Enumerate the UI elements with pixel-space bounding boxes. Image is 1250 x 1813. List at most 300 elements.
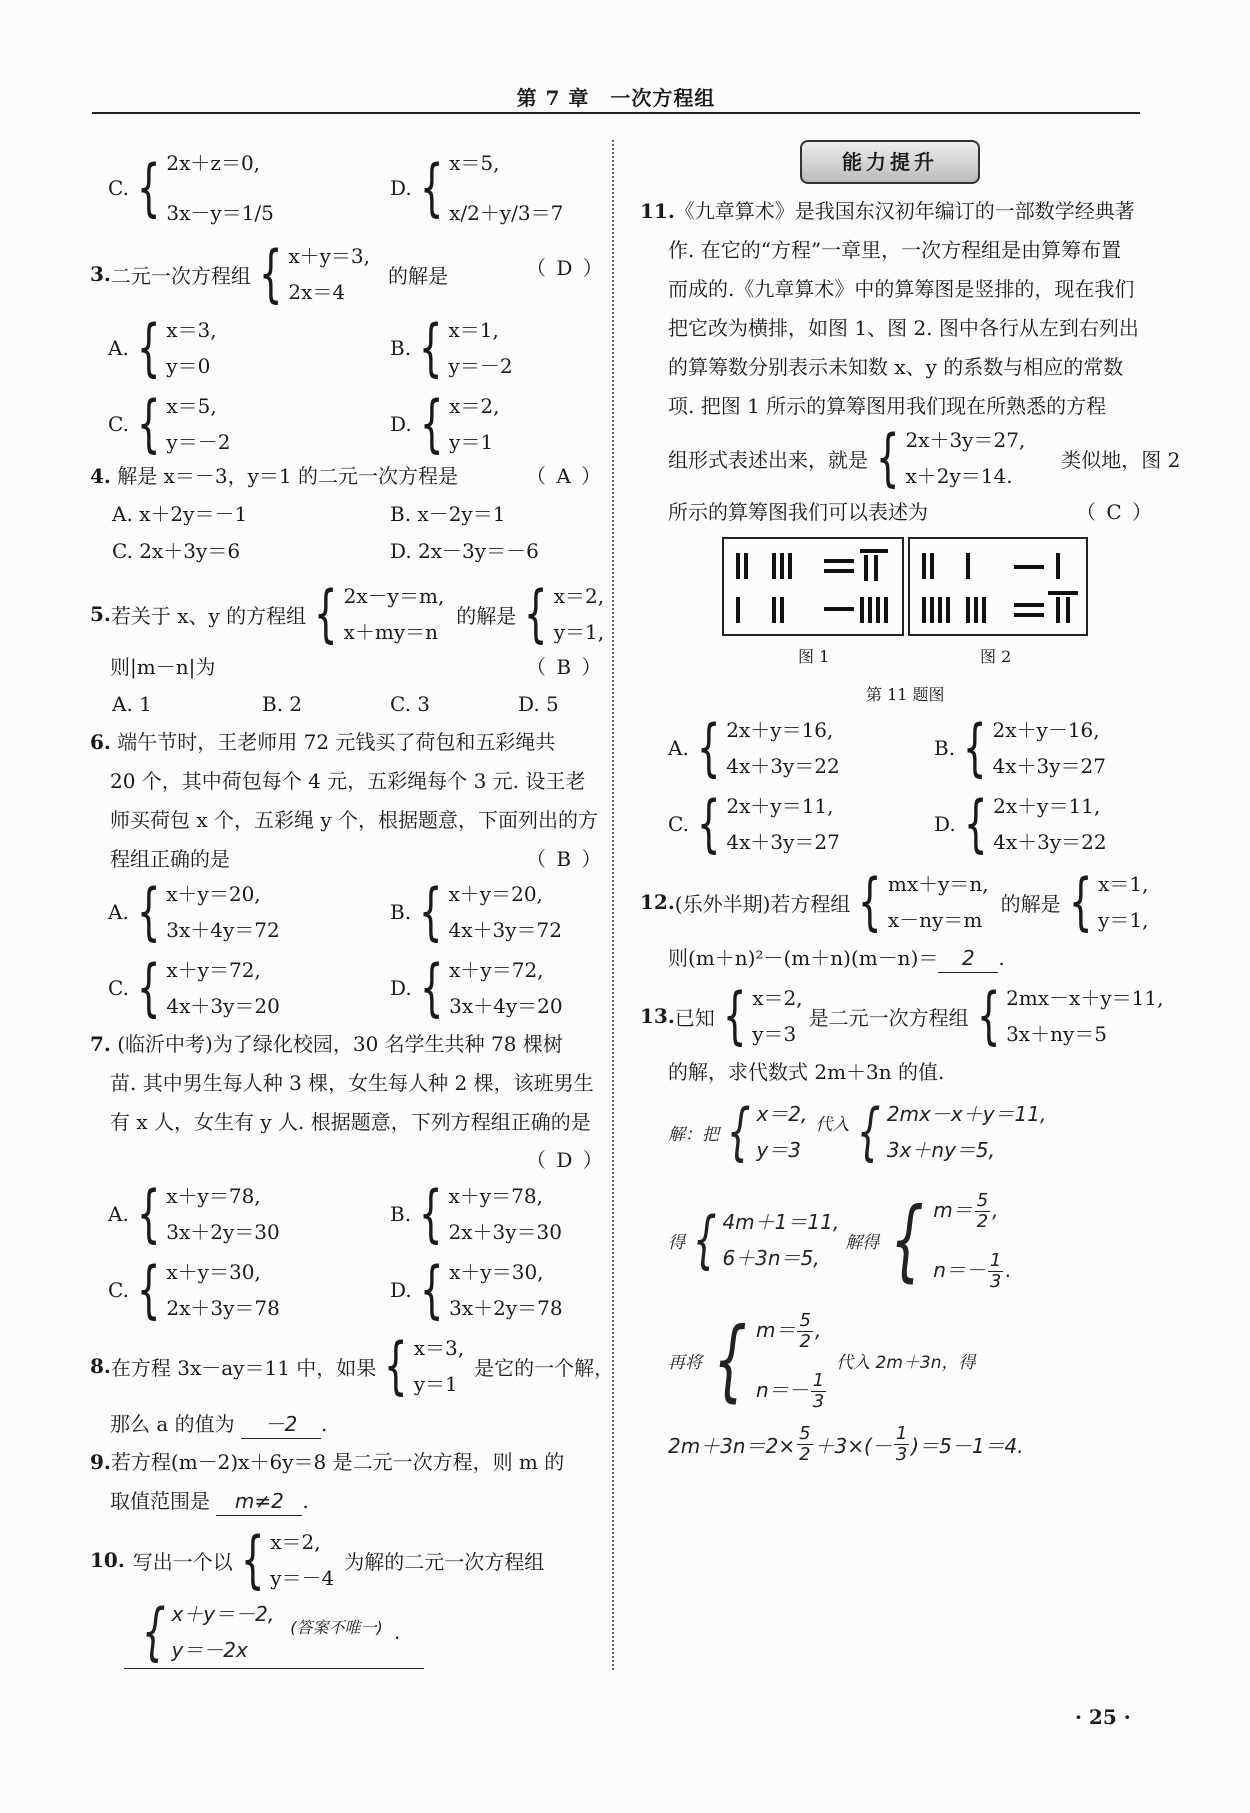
rod: [780, 553, 784, 579]
q8-stem: [90, 1330, 614, 1402]
q13-solution-step-2: [668, 1180, 1012, 1300]
q5-option-d: D. 5: [518, 692, 559, 716]
n-value: [756, 1360, 828, 1420]
numerator: 1: [812, 1370, 825, 1391]
q12-stem-cont: [668, 944, 1005, 973]
equation: 3x＋4y＝72: [166, 918, 280, 942]
question-text: 为解的二元一次方程组: [344, 1549, 545, 1574]
rod: [772, 553, 776, 579]
equation: mx＋y＝n,: [887, 872, 989, 896]
column-divider: [612, 140, 614, 1670]
brace: {: [418, 311, 443, 384]
section-badge: 能力提升: [800, 140, 980, 184]
question-text: 的解是: [1000, 891, 1061, 916]
q13-solution-step-3: [668, 1300, 976, 1420]
q7-line-1: [90, 1030, 563, 1058]
q5-stem: [90, 578, 604, 650]
q5-option-c: C. 3: [390, 692, 431, 716]
question-text: 若关于 x、y 的方程组: [110, 603, 307, 628]
rod: [788, 553, 792, 579]
q4-answer: （ A ）: [526, 464, 604, 488]
n-value: [933, 1240, 1012, 1300]
option-label: C.: [668, 812, 689, 836]
q2-option-c: [108, 138, 274, 238]
q6-line-1: [90, 728, 555, 756]
equation: x＝1,: [448, 318, 499, 342]
brace: {: [240, 1523, 265, 1596]
option-label: B.: [390, 1202, 412, 1226]
denominator: 3: [989, 1271, 1002, 1292]
q12-answer-blank: 2: [938, 944, 998, 973]
rod: [744, 553, 748, 579]
equation: 2x－y＝m,: [343, 584, 445, 608]
brace: {: [722, 979, 747, 1052]
rod: [780, 597, 784, 623]
equation: y＝－4: [270, 1566, 335, 1590]
rod: [874, 555, 878, 581]
brace: {: [136, 951, 161, 1024]
question-number: 11.: [640, 199, 675, 223]
question-number: 10.: [90, 1548, 125, 1572]
rod: [876, 597, 880, 623]
equation: 2x＋y－16,: [992, 718, 1100, 742]
q11-line-5: 的算筹数分别表示未知数 x、y 的系数与相应的常数: [668, 355, 1124, 379]
equation: y＝1: [413, 1372, 458, 1396]
option-label: D.: [934, 812, 956, 836]
equation: y＝0: [166, 354, 211, 378]
question-number: 13.: [640, 1004, 675, 1028]
question-text: 则(m＋n)²－(m＋n)(m－n)＝: [668, 946, 939, 970]
rod: [930, 597, 934, 623]
brace: {: [419, 151, 444, 224]
solution-text: 再将: [668, 1352, 702, 1373]
rod: [824, 569, 854, 573]
option-label: A.: [108, 900, 129, 924]
brace: {: [314, 577, 338, 650]
punctuation: .: [302, 1489, 309, 1513]
punctuation: .: [321, 1412, 328, 1436]
equation: m＝: [933, 1198, 973, 1222]
rod: [974, 597, 978, 623]
equation: ＋3×(－: [814, 1434, 892, 1458]
rod: [736, 597, 740, 623]
q11-line-3: 而成的.《九章算术》中的算筹图是竖排的，现在我们: [668, 277, 1135, 301]
option-label: D.: [390, 412, 412, 436]
rod: [922, 553, 926, 579]
equation: x＝5,: [166, 394, 217, 418]
question-text: (临沂中考)为了绿化校园，30 名学生共种 78 棵树: [117, 1032, 563, 1056]
q7-option-c: [108, 1254, 280, 1326]
fraction: [894, 1424, 909, 1465]
solution-text: 解得: [845, 1232, 880, 1253]
equation: x＝2,: [553, 584, 605, 608]
figure-1-caption: 图 1: [798, 647, 830, 666]
equation: m＝: [756, 1318, 796, 1342]
q7-answer: （ D ）: [526, 1148, 605, 1172]
equation: 2x＋z＝0,: [166, 151, 261, 175]
brace: {: [962, 711, 987, 784]
m-value: [756, 1300, 828, 1360]
fraction: [975, 1191, 990, 1232]
punctuation: .: [998, 946, 1005, 970]
rod: [860, 549, 888, 553]
rod: [946, 597, 950, 623]
brace: {: [136, 875, 161, 948]
q9-stem-cont: [110, 1487, 309, 1516]
option-label: D.: [390, 976, 412, 1000]
equation: x＋y＝78,: [166, 1184, 261, 1208]
chapter-title: 第 7 章 一次方程组: [516, 86, 716, 110]
question-text: 的解是: [388, 263, 449, 288]
fraction: [811, 1371, 826, 1412]
q6-line-3: 师买荷包 x 个，五彩绳 y 个，根据题意，下面列出的方: [110, 808, 599, 832]
rod: [884, 597, 888, 623]
equation: y＝1,: [553, 620, 605, 644]
equation: x＋y＝30,: [449, 1260, 544, 1284]
option-label: B.: [390, 900, 412, 924]
equation: 2x＋3y＝27,: [905, 428, 1026, 452]
equation: n＝－: [933, 1258, 986, 1282]
q11-line-1: [640, 197, 1135, 225]
equation: x－ny＝m: [887, 908, 983, 932]
brace: {: [136, 387, 161, 460]
figure-caption: 第 11 题图: [866, 685, 945, 704]
solution-text: 代入 2m＋3n，得: [836, 1352, 976, 1373]
question-text: 若方程(m－2)x＋6y＝8 是二元一次方程，则 m 的: [110, 1450, 565, 1474]
equation: x＋my＝n: [343, 620, 439, 644]
equation: 4x＋3y＝20: [166, 994, 280, 1018]
numerator: 5: [976, 1190, 989, 1211]
q9-stem: [90, 1448, 564, 1476]
equation: 4x＋3y＝72: [448, 918, 562, 942]
equation: 3x－y＝1/5: [166, 201, 274, 225]
equation: y＝－2: [448, 354, 513, 378]
q3-stem: [90, 238, 448, 310]
q6-option-c: [108, 952, 280, 1024]
brace: {: [418, 875, 443, 948]
option-label: C.: [108, 176, 129, 200]
brace: {: [875, 421, 900, 494]
equation: y＝3: [752, 1022, 797, 1046]
equation: x＝3,: [413, 1336, 465, 1360]
rod: [772, 597, 776, 623]
brace: {: [419, 1253, 444, 1326]
equation: y＝3: [756, 1138, 802, 1162]
equation: y＝－2x: [171, 1638, 248, 1662]
equation: y＝1: [449, 430, 494, 454]
q13-solution-final: [668, 1424, 1024, 1465]
brace: {: [141, 1595, 166, 1668]
q4-option-c: C. 2x＋3y＝6: [112, 539, 241, 563]
q7-option-a: [108, 1178, 280, 1250]
rod: [1014, 565, 1044, 569]
equation: x＋y＝72,: [166, 958, 261, 982]
brace: {: [136, 311, 161, 384]
counting-rod-figure-2: [908, 537, 1088, 636]
rod: [982, 597, 986, 623]
question-number: 8.: [90, 1354, 111, 1378]
q4-stem: [90, 462, 458, 490]
brace: {: [418, 1177, 443, 1250]
q12-stem: [640, 866, 1148, 938]
question-number: 4.: [90, 464, 111, 488]
equation: 3x＋2y＝78: [449, 1296, 563, 1320]
equation: 2x＝4: [288, 280, 346, 304]
figure-2-caption: 图 2: [980, 647, 1012, 666]
equation: x＝5,: [449, 151, 500, 175]
question-number: 12.: [640, 890, 675, 914]
equation: x＋y＝30,: [166, 1260, 261, 1284]
option-label: A.: [108, 336, 129, 360]
equation: 4x＋3y＝27: [726, 830, 840, 854]
brace: {: [713, 1308, 747, 1411]
punctuation: ,: [992, 1198, 999, 1222]
question-text: 端午节时，王老师用 72 元钱买了荷包和五彩绳共: [117, 730, 556, 754]
page-number: · 25 ·: [1075, 1705, 1131, 1729]
equation: 3x＋4y＝20: [449, 994, 563, 1018]
q4-option-b: B. x－2y＝1: [390, 502, 506, 526]
equation: x＝2,: [270, 1530, 321, 1554]
q11-option-c: [668, 788, 840, 860]
punctuation: .: [1005, 1258, 1012, 1282]
question-text: 已知: [674, 1005, 715, 1030]
brace: {: [258, 237, 283, 310]
equation: 4m＋1＝11,: [722, 1210, 840, 1234]
equation: 4x＋3y＝27: [992, 754, 1106, 778]
question-text: 组形式表述出来，就是: [668, 447, 868, 472]
q6-option-a: [108, 876, 280, 948]
q3-answer: （ D ）: [526, 256, 605, 280]
rod: [1014, 603, 1044, 607]
q11-line-8: 所示的算筹图我们可以表述为: [668, 500, 928, 524]
rod: [922, 597, 926, 623]
equation: 6＋3n＝5,: [722, 1246, 820, 1270]
equation: x＝2,: [449, 394, 500, 418]
option-label: C.: [108, 976, 129, 1000]
q5-stem-cont: 则|m－n|为: [110, 655, 216, 679]
question-text: 类似地，图 2: [1061, 447, 1181, 472]
denominator: 2: [976, 1211, 989, 1232]
question-number: 7.: [90, 1032, 111, 1056]
option-label: B.: [934, 736, 956, 760]
equation: x＝2,: [752, 986, 803, 1010]
fraction: [988, 1251, 1003, 1292]
q6-line-2: 20 个，其中荷包每个 4 元，五彩绳每个 3 元. 设王老: [110, 769, 586, 793]
q9-answer-blank: m≠2: [216, 1487, 302, 1516]
solution-text: 得: [668, 1232, 685, 1253]
q13-stem: [640, 980, 1163, 1052]
q10-answer: [134, 1596, 401, 1668]
rod: [938, 597, 942, 623]
question-number: 5.: [90, 602, 111, 626]
rod: [966, 553, 970, 579]
q5-option-a: A. 1: [112, 692, 152, 716]
option-label: D.: [390, 1278, 412, 1302]
question-text: 二元一次方程组: [110, 263, 251, 288]
equation: x＋y＝20,: [166, 882, 261, 906]
equation: 3x＋2y＝30: [166, 1220, 280, 1244]
rod: [736, 553, 740, 579]
equation: 4x＋3y＝22: [726, 754, 840, 778]
rod: [1056, 597, 1060, 623]
solution-text: 解：把: [668, 1124, 719, 1145]
brace: {: [857, 1095, 881, 1168]
equation: n＝－: [756, 1378, 809, 1402]
q7-option-d: [390, 1254, 563, 1326]
q6-line-4: 程组正确的是: [110, 847, 230, 871]
rod: [1056, 553, 1060, 579]
q13-solution-step-1: [668, 1096, 1046, 1168]
question-text: 写出一个以: [132, 1549, 233, 1574]
denominator: 2: [799, 1331, 811, 1352]
q8-stem-cont: [110, 1410, 327, 1439]
question-text: (乐外半期)若方程组: [674, 891, 851, 916]
counting-rod-figure-1: [722, 537, 904, 636]
brace: {: [384, 1329, 408, 1402]
q11-answer: （ C ）: [1076, 500, 1155, 524]
q11-line-6: 项. 把图 1 所示的算筹图用我们现在所熟悉的方程: [668, 394, 1107, 418]
equation: x＋y＝78,: [448, 1184, 543, 1208]
rod: [930, 553, 934, 579]
equation: x＝3,: [166, 318, 217, 342]
numerator: 1: [895, 1423, 908, 1444]
question-text: 是二元一次方程组: [808, 1005, 969, 1030]
equation: x＋2y＝14.: [905, 464, 1013, 488]
q10-stem: [90, 1524, 544, 1596]
question-number: 6.: [90, 730, 111, 754]
q11-option-d: [934, 788, 1107, 860]
q6-answer: （ B ）: [526, 847, 604, 871]
q6-option-b: [390, 876, 562, 948]
equation: 3x＋ny＝5,: [886, 1138, 995, 1162]
q4-option-a: A. x＋2y＝－1: [112, 502, 248, 526]
equation: 2mx－x＋y＝11,: [886, 1102, 1047, 1126]
fraction: [797, 1424, 812, 1465]
answer-note: (答案不唯一): [290, 1617, 383, 1637]
brace: {: [1068, 865, 1093, 938]
equation: 3x＋ny＝5: [1006, 1022, 1107, 1046]
brace: {: [136, 1253, 161, 1326]
question-text: 是它的一个解，: [474, 1355, 615, 1380]
equation: x＋y＝3,: [288, 244, 371, 268]
fraction: [797, 1311, 812, 1352]
question-text: 解是 x＝－3，y＝1 的二元一次方程是: [117, 464, 458, 488]
q7-option-b: [390, 1178, 562, 1250]
brace: {: [136, 151, 161, 224]
q3-option-b: [390, 312, 513, 384]
brace: {: [524, 577, 548, 650]
equation: x＋y＝72,: [449, 958, 544, 982]
equation: 2x＋3y＝30: [448, 1220, 562, 1244]
equation: x＝2,: [756, 1102, 808, 1126]
question-number: 3.: [90, 262, 111, 286]
question-number: 9.: [90, 1450, 111, 1474]
brace: {: [692, 1203, 717, 1276]
equation: )＝5－1＝4.: [911, 1434, 1024, 1458]
chapter-header: [92, 78, 1140, 114]
equation: 2x＋y＝11,: [726, 794, 834, 818]
brace: {: [963, 787, 988, 860]
question-text: 的解是: [456, 603, 517, 628]
rod: [966, 597, 970, 623]
punctuation: .: [394, 1620, 402, 1644]
brace: {: [419, 387, 444, 460]
option-label: D.: [390, 176, 412, 200]
q11-line-2: 作. 在它的“方程”一章里，一次方程组是由算筹布置: [668, 238, 1122, 262]
equation: x/2＋y/3＝7: [449, 201, 564, 225]
equation: x＝1,: [1098, 872, 1149, 896]
q4-option-d: D. 2x－3y＝－6: [390, 539, 539, 563]
option-label: A.: [108, 1202, 129, 1226]
brace: {: [136, 1177, 161, 1250]
rod: [1014, 613, 1044, 617]
q11-system-line: [668, 422, 1180, 494]
q3-option-d: [390, 388, 500, 460]
equation: x＋y＝20,: [448, 882, 543, 906]
question-text: 取值范围是: [110, 1489, 210, 1513]
option-label: C.: [108, 412, 129, 436]
question-text: 那么 a 的值为: [110, 1412, 235, 1436]
q7-line-2: 苗. 其中男生每人种 3 棵，女生每人种 2 棵，该班男生: [110, 1071, 594, 1095]
equation: 2m＋3n＝2×: [668, 1434, 796, 1458]
brace: {: [419, 951, 444, 1024]
q11-option-b: [934, 712, 1106, 784]
equation: 4x＋3y＝22: [993, 830, 1107, 854]
equation: 2x＋y＝16,: [726, 718, 834, 742]
q13-stem-cont: 的解，求代数式 2m＋3n 的值.: [668, 1060, 945, 1084]
brace: {: [696, 711, 721, 784]
q8-answer-blank: －2: [241, 1410, 321, 1439]
rod: [824, 559, 854, 563]
solution-text: 代入: [815, 1114, 850, 1135]
q3-option-c: [108, 388, 230, 460]
denominator: 2: [799, 1444, 811, 1465]
equation: x＋y＝－2,: [171, 1602, 275, 1626]
question-text: 《九章算术》是我国东汉初年编订的一部数学经典著: [674, 199, 1135, 223]
numerator: 5: [799, 1310, 811, 1331]
rod: [868, 597, 872, 623]
question-text: 在方程 3x－ay＝11 中，如果: [110, 1355, 377, 1380]
equation: 2x＋3y＝78: [166, 1296, 280, 1320]
denominator: 3: [812, 1391, 825, 1412]
equation: 2x＋y＝11,: [993, 794, 1101, 818]
numerator: 1: [989, 1250, 1002, 1271]
equation: 2mx－x＋y＝11,: [1006, 986, 1164, 1010]
equation: y＝1,: [1098, 908, 1149, 932]
brace: {: [976, 979, 1001, 1052]
numerator: 5: [799, 1423, 811, 1444]
denominator: 3: [895, 1444, 908, 1465]
equation: y＝－2: [166, 430, 231, 454]
q10-answer-underline: [124, 1668, 424, 1669]
brace: {: [726, 1095, 751, 1168]
option-label: A.: [668, 736, 689, 760]
q7-line-3: 有 x 人，女生有 y 人. 根据题意，下列方程组正确的是: [110, 1110, 591, 1134]
brace: {: [890, 1188, 925, 1291]
q6-option-d: [390, 952, 563, 1024]
q3-option-a: [108, 312, 217, 384]
q11-option-a: [668, 712, 840, 784]
q5-option-b: B. 2: [262, 692, 303, 716]
rod: [860, 597, 864, 623]
brace: {: [858, 865, 882, 938]
m-value: [933, 1180, 1012, 1240]
rod: [1048, 591, 1078, 595]
brace: {: [696, 787, 721, 860]
option-label: C.: [108, 1278, 129, 1302]
rod: [864, 555, 868, 581]
punctuation: ,: [814, 1318, 822, 1342]
